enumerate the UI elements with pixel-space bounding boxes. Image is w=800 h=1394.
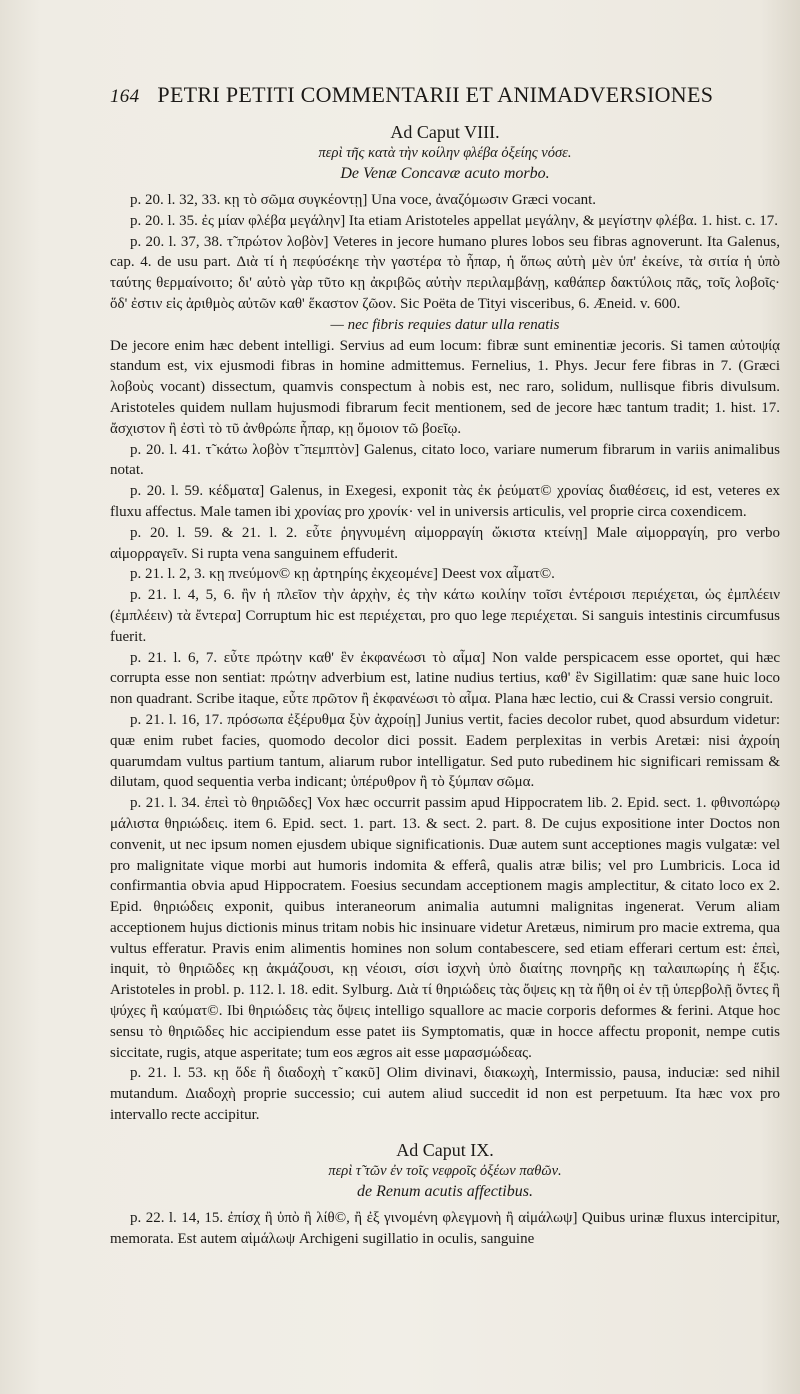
commentary-entry: De jecore enim hæc debent intelligi. Servius ad eum locum: fibræ sunt eminentiæ jecoris. Si tamen αὐτοψίᾳ standum est, vix ejusmodi fibras in homine admittemus. Fernelius, 1. Phys. Jecur fere fibras in 7. (Græci λοβοὺς vocant) dissectum, quamvis conspectum à nobis est, nec raro, solidum, nullisque fibris divulsum. Aristoteles quidem nullam hujusmodi fibrarum fecit mentionem, sed de jecore hæc tantum tradit; 1. hist. 17. ἄσχιστον ἢ ἐστὶ τὸ τῦ ἀνθρώπε ἧπαρ, κῃ ὅμοιον τῶ βοεῖῳ. (110, 337, 780, 437)
section-heading: Ad Caput IX. (396, 1139, 494, 1160)
page-number: 164 (110, 86, 140, 107)
section-greek-title: περὶ τῆς κατὰ τὴν κοίλην φλέβα ὀξείης νόσε. (318, 145, 572, 161)
commentary-entry: p. 21. l. 34. ἐπεὶ τὸ θηριῶδες] Vox hæc occurrit passim apud Hippocratem lib. 2. Epid. sect. 1. φθινοπώρῳ μάλιστα θηριώδεις. item 6. Epid. sect. 1. part. 13. & sect. 2. part. 8. De cujus expositione inter Doctos non convenit, ut nec ipsum nomen ejusdem ubique significationis. Duæ autem sunt acceptiones magis vulgatæ: vel pro malignitate vique morbi aut humoris indomita & efferâ, qualis atræ bilis; vel pro Lumbricis. Loca id confirmantia obvia apud Hippocratem. Foesius secundam acceptionem magis amplectitur, & citato loco ex 2. Epid. θηριώδεις exponit, quibus interaneorum animalia autumni malignitas ingenerat. Verum aliam acceptionem hujus dictionis minus tritam nobis hic insinuare videtur Aretæus, nimirum pro macie extrema, qua vultus efferatur. Pravis enim alimentis homines non solum contabescere, sed etiam efferari certum est: ἐπεὶ, inquit, τὸ θηριῶδες κῃ ἀκμάζουσι, κῃ νέοισι, σίσι ἰσχνὴ ὑπὸ διαίτης πονηρῆς κῃ ταλαιπωρίης ἡ ἕξις. Aristoteles in probl. p. 112. l. 18. edit. Sylburg. Διὰ τί θηριώδεις τὰς ὄψεις κῃ τὰ ἤθη οἱ ἐν τῇ ὑπερβολῇ ὄντες ἢ ψύχες ἢ καύματ©. Ibi θηριώδεις τὰς ὄψεις intelligo squallore ac macie corporis deformes & ferini. Atque hoc sensu τὸ θηριῶδες hic accipiendum esse patet iis Symptomatis, quæ in hocce affectu proponit, nempe cutis siccitate, rugis, atque asperitate; tum eos ægros ait esse μαρασμώδεας. (110, 795, 780, 1061)
running-title: PETRI PETITI COMMENTARII ET ANIMADVERSIONES (157, 82, 714, 107)
commentary-entry: p. 21. l. 2, 3. κῃ πνεύμον© κῃ ἀρτηρίης ἐκχεομένε] Deest vox αἷματ©. (130, 566, 555, 583)
commentary-entry: p. 21. l. 4, 5, 6. ἢν ἡ πλεῖον τὴν ἀρχὴν, ἐς τὴν κάτω κοιλίην τοῖσι ἐντέροισι περιέχεται, ὡς ἐμπλέειν (ἐμπλέειν) τὰ ἔντερα] Corruptum hic est περιέχεται, pro quo lege περιέχεται. Si sanguis intestinis circumfusus fuerit. (110, 587, 780, 645)
commentary-entry: p. 20. l. 35. ἐς μίαν φλέβα μεγάλην] Ita etiam Aristoteles appellat μεγάλην, & μεγίστην φλέβα. 1. hist. c. 17. (130, 212, 779, 229)
commentary-entry: p. 20. l. 41. τ̃ κάτω λοβὸν τ̃ πεμπτὸν] Galenus, citato loco, variare numerum fibrarum in variis animalibus notat. (110, 441, 780, 479)
commentary-entry: p. 21. l. 53. κῃ ὅδε ἢ διαδοχὴ τ̃ κακῦ] Olim divinavi, διακωχὴ, Intermissio, pausa, induciæ: sed nihil mutandum. Διαδοχὴ proprie successio; cui autem aliud succedit id non est perpetuum. Ita hæc vox pro intervallo recte accipitur. (110, 1065, 780, 1124)
section-latin-title: de Renum acutis affectibus. (357, 1182, 533, 1200)
commentary-entry: p. 22. l. 14, 15. ἐπίσχ ἢ ὑπὸ ἢ λίθ©, ἢ ἐξ γινομένη φλεγμονὴ ἢ αἱμάλωψ] Quibus urinæ fluxus intercipitur, memorata. Est autem αἱμάλωψ Archigeni sugillatio in oculis, sanguine (110, 1209, 780, 1247)
commentary-body (110, 1208, 780, 1250)
commentary-body (110, 190, 780, 1126)
commentary-entry: p. 21. l. 16, 17. πρόσωπα ἐξέρυθμα ξὺν ἀχροίῃ] Junius vertit, facies decolor rubet, quod absurdum videtur: quæ enim rubet facies, quomodo decolor dici possit. Eadem perplexitas in verbis Aretæi: nisi ἀχροίη quarumdam vultus partium tantum, aliarum rubor intelligatur. Sed puto rubedinem hic significari remissam & dilutam, quod sequentia verba indicant; ὑπέρυθρον ἢ τὸ ξύμπαν σῶμα. (110, 711, 780, 791)
running-head (110, 82, 780, 108)
commentary-entry: p. 21. l. 6, 7. εὖτε πρώτην καθ' ἓν ἐκφανέωσι τὸ αἷμα] Non valde perspicacem esse oportet, qui hæc corrupta esse non sentiat: πρώτην adverbium est, latine nudius tertius, καθ' ἓν Sigillatim: quæ sane huic loco non quadrant. Scribe itaque, εὖτε πρῶτον ἢ ἐκφανέωσι τὸ αἷμα. Plana hæc lectio, cui & Crassi versio congruit. (110, 649, 780, 708)
section-greek-title: περὶ τ̃ τῶν ἐν τοῖς νεφροῖς ὀξέων παθῶν. (328, 1162, 562, 1179)
section-caput-8 (110, 122, 780, 1126)
commentary-entry: p. 20. l. 59. & 21. l. 2. εὖτε ῥηγνυμένη αἱμορραγίη ὤκιστα κτείνῃ] Male αἱμορραγίη, pro verbo αἱμορραγεῖν. Si rupta vena sanguinem effuderit. (110, 524, 780, 562)
section-caput-9 (110, 1140, 780, 1250)
commentary-entry: p. 20. l. 37, 38. τ̃ πρώτον λοβὸν] Veteres in jecore humano plures lobos seu fibras agnoverunt. Ita Galenus, cap. 4. de usu part. Διὰ τί ἡ πεφύσέκηε τὴν γαστέρα τὸ ἧπαρ, ἡ ὅπως αὐτὴ μὲν ὑπ' ἐκείνε, τὰ σιτία ἡ ὑπὸ ταύτης θερμαίνοιτο; δι' αὐτὸ γὰρ τῦτο κῃ ἀκριβῶς αὐτὴν περιλαμβάνῃ, καθάπερ δακτύλοις πᾶς, τοῖς λοβοῖς· ὅδ' ἐστιν εἰς ἀριθμὸς αὐτῶν καθ' ἕκαστον ζῶον. Sic Poëta de Tityi visceribus, 6. Æneid. v. 600. (110, 233, 780, 312)
section-heading: Ad Caput VIII. (390, 122, 500, 142)
commentary-entry: p. 20. l. 59. κέδματα] Galenus, in Exegesi, exponit τὰς ἐκ ῥεύματ© χρονίας διαθέσεις, id est, veteres ex fluxu affectus. Male tamen ibi χρονίας pro χρονίκ· vel in universis articulis, vel proprie circa coxendicem. (110, 483, 780, 520)
section-latin-title: De Venæ Concavæ acuto morbo. (340, 165, 550, 182)
verse-quotation: — nec fibris requies datur ulla renatis (330, 316, 560, 333)
commentary-entry: p. 20. l. 32, 33. κῃ τὸ σῶμα συγκέοντῃ] Una voce, ἀναζόμωσιν Græci vocant. (130, 192, 597, 208)
